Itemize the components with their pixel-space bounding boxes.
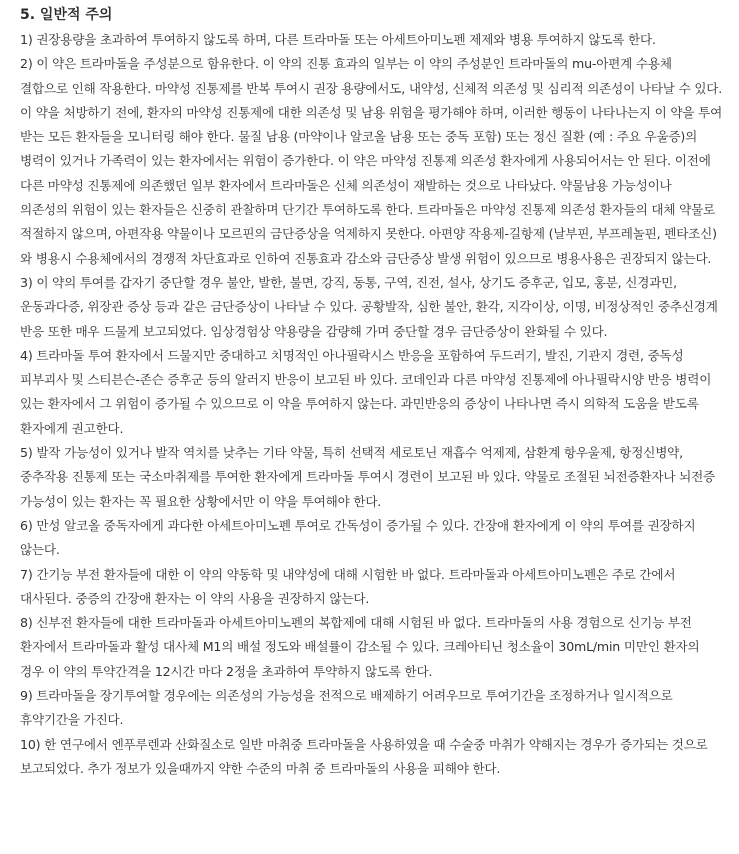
precaution-item-2: 2) 이 약은 트라마돌을 주성분으로 함유한다. 이 약의 진통 효과의 일부는 이 약의 주성분인 트라마돌의 mu-아편계 수용체 결합으로 인해 작용한다. 마약성 진통제를 반복 투여시 권장 용량에서도, 내약성, 신체적 의존성 및 심리적 의존성이 나타날 수 있다. 이 약을 처방하기 전에, 환자의 마약성 진통제에 대한 의존성 및 남용 위험을 평가해야 하며, 이러한 행동이 나타나는지 이 약을 투여 받는 모든 환자들을 모니터링 해야 한다. 물질 남용 (마약이나 알코올 남용 또는 중독 포함) 또는 정신 질환 (예 : 주요 우울증)의 병력이 있거나 가족력이 있는 환자에서는 위험이 증가한다. 이 약은 마약성 진통제 의존성 환자에게 사용되어서는 안 된다. 이전에 다른 마약성 진통제에 의존했던 일부 환자에서 트라마돌은 신체 의존성이 재발하는 것으로 나타났다. 약물남용 가능성이나 의존성의 위험이 있는 환자들은 신중히 관찰하며 단기간 투여하도록 한다. 트라마돌은 마약성 진통제 의존성 환자들의 대체 약물로 적절하지 않으며, 아편작용 약물이나 모르핀의 금단증상을 억제하지 못한다. 아편양 작용제-길항제 (날부핀, 부프레놀핀, 펜타조신)와 병용시 수용체에서의 경쟁적 차단효과로 인하여 진통효과 감소와 금단증상 발생 위험이 있으므로 병용사용은 권장되지 않는다. (20, 56, 723, 266)
precaution-item-4: 4) 트라마돌 투여 환자에서 드물지만 중대하고 치명적인 아나필락시스 반응을 포함하여 두드러기, 발진, 기관지 경련, 중독성 피부괴사 및 스티븐슨-존슨 증후군 등의 알러지 반응이 보고된 바 있다. 코데인과 다른 마약성 진통제에 아나필락시양 반응 병력이 있는 환자에서 그 위험이 증가될 수 있으므로 이 약을 투여하지 않는다. 과민반응의 증상이 나타나면 즉시 의학적 도움을 받도록 환자에게 권고한다. (20, 347, 712, 436)
precaution-item-10: 10) 한 연구에서 엔푸루렌과 산화질소로 일반 마취중 트라마돌을 사용하였을 때 수술중 마취가 약해지는 경우가 증가되는 것으로 보고되었다. 추가 정보가 있을때까지 약한 수준의 마취 중 트라마돌의 사용을 피해야 한다. (20, 736, 708, 776)
precaution-item-1: 1) 권장용량을 초과하여 투여하지 않도록 하며, 다른 트라마돌 또는 아세트아미노펜 제제와 병용 투여하지 않도록 한다. (20, 32, 656, 47)
precaution-item-5: 5) 발작 가능성이 있거나 발작 역치를 낮추는 기타 약물, 특히 선택적 세로토닌 재흡수 억제제, 삼환계 항우울제, 항정신병약, 중추작용 진통제 또는 국소마취제를 투여한 환자에게 트라마돌 투여시 경련이 보고된 바 있다. 약물로 조절된 뇌전증환자나 뇌전증 가능성이 있는 환자는 꼭 필요한 상황에서만 이 약을 투여해야 한다. (20, 445, 716, 509)
precaution-item-6: 6) 만성 알코올 중독자에게 과다한 아세트아미노펜 투여로 간독성이 증가될 수 있다. 간장애 환자에게 이 약의 투여를 권장하지 않는다. (20, 517, 696, 558)
precaution-item-3: 3) 이 약의 투여를 갑자기 중단할 경우 불안, 발한, 불면, 강직, 동통, 구역, 진전, 설사, 상기도 증후군, 입모, 홍분, 신경과민, 운동과다증, 위장관 증상 등과 같은 금단증상이 나타날 수 있다. 공황발작, 심한 불안, 환각, 지각이상, 이명, 비정상적인 중추신경계 반응 또한 매우 드물게 보고되었다. 임상경험상 약용량을 감량해 가며 중단할 경우 금단증상이 완화될 수 있다. (20, 274, 718, 339)
precaution-item-7: 7) 간기능 부전 환자들에 대한 이 약의 약동학 및 내약성에 대해 시험한 바 없다. 트라마돌과 아세트아미노펜은 주로 간에서 대사된다. 중증의 간장애 환자는 이 약의 사용을 권장하지 않는다. (20, 566, 676, 606)
precaution-item-9: 9) 트라마돌을 장기투여할 경우에는 의존성의 가능성을 전적으로 배제하기 어려우므로 투여기간을 조정하거나 일시적으로 휴약기간을 가진다. (20, 688, 673, 728)
precaution-item-8: 8) 신부전 환자들에 대한 트라마돌과 아세트아미노펜의 복합제에 대해 시험된 바 없다. 트라마돌의 사용 경험으로 신기능 부전 환자에서 트라마돌과 활성 대사체 M1의 배설 정도와 배설률이 감소될 수 있다. 크레아티닌 청소율이 30mL/min 미만인 환자의 경우 이 약의 투약간격을 12시간 마다 2정을 초과하여 투약하지 않도록 한다. (20, 615, 700, 679)
section-heading: 5. 일반적 주의 (20, 7, 113, 23)
